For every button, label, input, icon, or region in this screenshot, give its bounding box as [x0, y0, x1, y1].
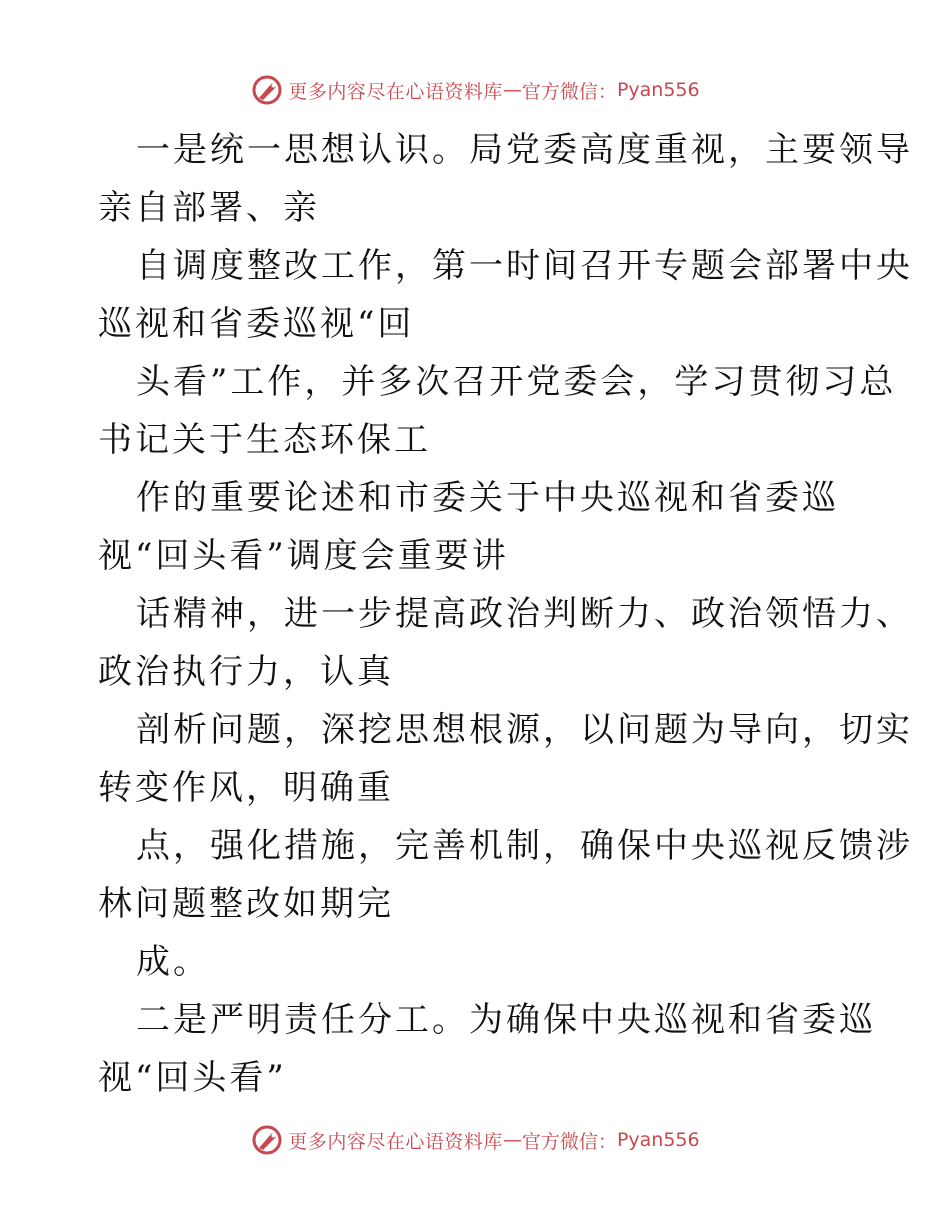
- watermark-title: 更多内容尽在心语资料库: [288, 80, 503, 103]
- watermark-wechat-id: Pyan556: [616, 1129, 700, 1151]
- watermark-title: 更多内容尽在心语资料库: [288, 1130, 503, 1153]
- footer-watermark: [0, 1122, 950, 1158]
- text-line: 点，强化措施，完善机制，确保中央巡视反馈涉: [136, 826, 913, 866]
- text-line: 自调度整改工作，第一时间召开专题会部署中央: [136, 246, 913, 286]
- text-line: 转变作风，明确重: [98, 768, 394, 808]
- watermark-wechat-label: 官方微信：: [521, 80, 617, 103]
- watermark-separator: —: [502, 79, 522, 101]
- watermark-separator: —: [502, 1129, 522, 1151]
- watermark-wechat-label: 官方微信：: [521, 1130, 617, 1153]
- text-line: 书记关于生态环保工: [98, 420, 431, 460]
- text-line: 政治执行力，认真: [98, 652, 394, 692]
- pen-nib-logo-icon: [250, 73, 284, 107]
- text-line: 剖析问题，深挖思想根源，以问题为导向，切实: [136, 710, 913, 750]
- watermark-wechat-id: Pyan556: [616, 79, 700, 101]
- text-line: 视“回头看”调度会重要讲: [98, 536, 509, 576]
- text-line: 成。: [136, 942, 210, 982]
- pen-nib-logo-icon: [250, 1123, 284, 1157]
- header-watermark: [0, 72, 950, 108]
- text-line: 作的重要论述和市委关于中央巡视和省委巡: [136, 478, 839, 518]
- text-line: 巡视和省委巡视“回: [98, 304, 415, 344]
- text-line: 一是统一思想认识。局党委高度重视，主要领导: [136, 130, 913, 170]
- text-line: 视“回头看”: [98, 1058, 287, 1098]
- text-line: 头看”工作，并多次召开党委会，学习贯彻习总: [136, 362, 897, 402]
- text-line: 亲自部署、亲: [98, 188, 320, 228]
- document-body: [98, 121, 913, 1107]
- text-line: 二是严明责任分工。为确保中央巡视和省委巡: [136, 1000, 876, 1040]
- text-line: 林问题整改如期完: [98, 884, 394, 924]
- text-line: 话精神，进一步提高政治判断力、政治领悟力、: [136, 594, 913, 634]
